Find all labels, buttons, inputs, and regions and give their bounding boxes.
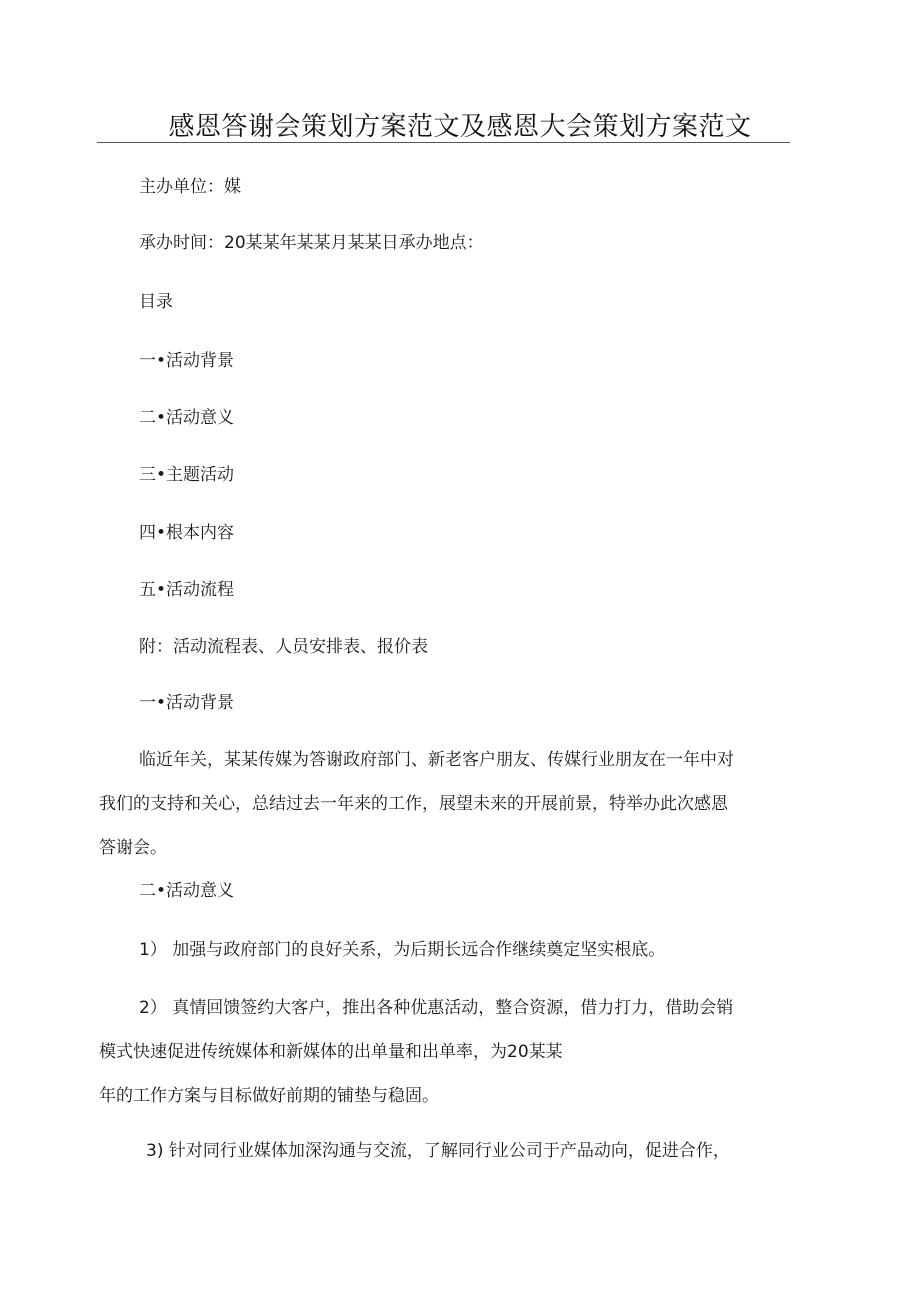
toc-item: 二•活动意义 <box>139 408 235 428</box>
toc-heading: 目录 <box>139 292 173 312</box>
item2-line2-year: 20 <box>507 1042 529 1062</box>
item2-number: 2） <box>139 998 167 1018</box>
item2-line2-text: 模式快速促进传统媒体和新媒体的出单量和出单率，为 <box>99 1042 507 1062</box>
toc-item: 三•主题活动 <box>139 465 235 485</box>
time-line-year: 20 <box>224 233 246 253</box>
section1-paragraph-line: 临近年关，某某传媒为答谢政府部门、新老客户朋友、传媒行业朋友在一年中对 <box>139 750 734 770</box>
item1-number: 1） <box>139 940 167 960</box>
document-title: 感恩答谢会策划方案范文及感恩大会策划方案范文 <box>168 112 752 142</box>
section2-item2-line1 <box>139 997 733 1019</box>
section2-item1 <box>139 939 665 961</box>
time-line-rest: 某某年某某月某某日承办地点： <box>245 233 484 253</box>
item2-line2-end: 某某 <box>528 1042 563 1062</box>
time-line-prefix: 承办时间： <box>139 233 224 253</box>
item3-text: 针对同行业媒体加深沟通与交流，了解同行业公司于产品动向，促进合作， <box>168 1141 730 1161</box>
section1-paragraph-line: 我们的支持和关心，总结过去一年来的工作，展望未来的开展前景，特举办此次感恩 <box>99 794 728 814</box>
title-rule <box>97 142 790 143</box>
host-line: 主办单位：媒 <box>139 177 241 197</box>
item2-text: 真情回馈签约大客户，推出各种优惠活动，整合资源，借力打力，借助会销 <box>172 998 734 1018</box>
item3-number: 3) <box>146 1141 164 1161</box>
time-line <box>139 232 484 254</box>
section2-item3 <box>146 1140 730 1162</box>
section2-item2-line3: 年的工作方案与目标做好前期的铺垫与稳固。 <box>99 1086 439 1106</box>
appendix-line: 附：活动流程表、人员安排表、报价表 <box>139 637 428 657</box>
toc-item: 五•活动流程 <box>139 580 235 600</box>
toc-item: 一•活动背景 <box>139 351 235 371</box>
item1-text: 加强与政府部门的良好关系，为后期长远合作继续奠定坚实根底。 <box>172 940 666 960</box>
section1-paragraph-line: 答谢会。 <box>99 838 167 858</box>
section2-item2-line2 <box>99 1041 563 1063</box>
toc-item: 四•根本内容 <box>139 523 235 543</box>
section1-heading: 一•活动背景 <box>139 693 235 713</box>
section2-heading: 二•活动意义 <box>139 881 235 901</box>
